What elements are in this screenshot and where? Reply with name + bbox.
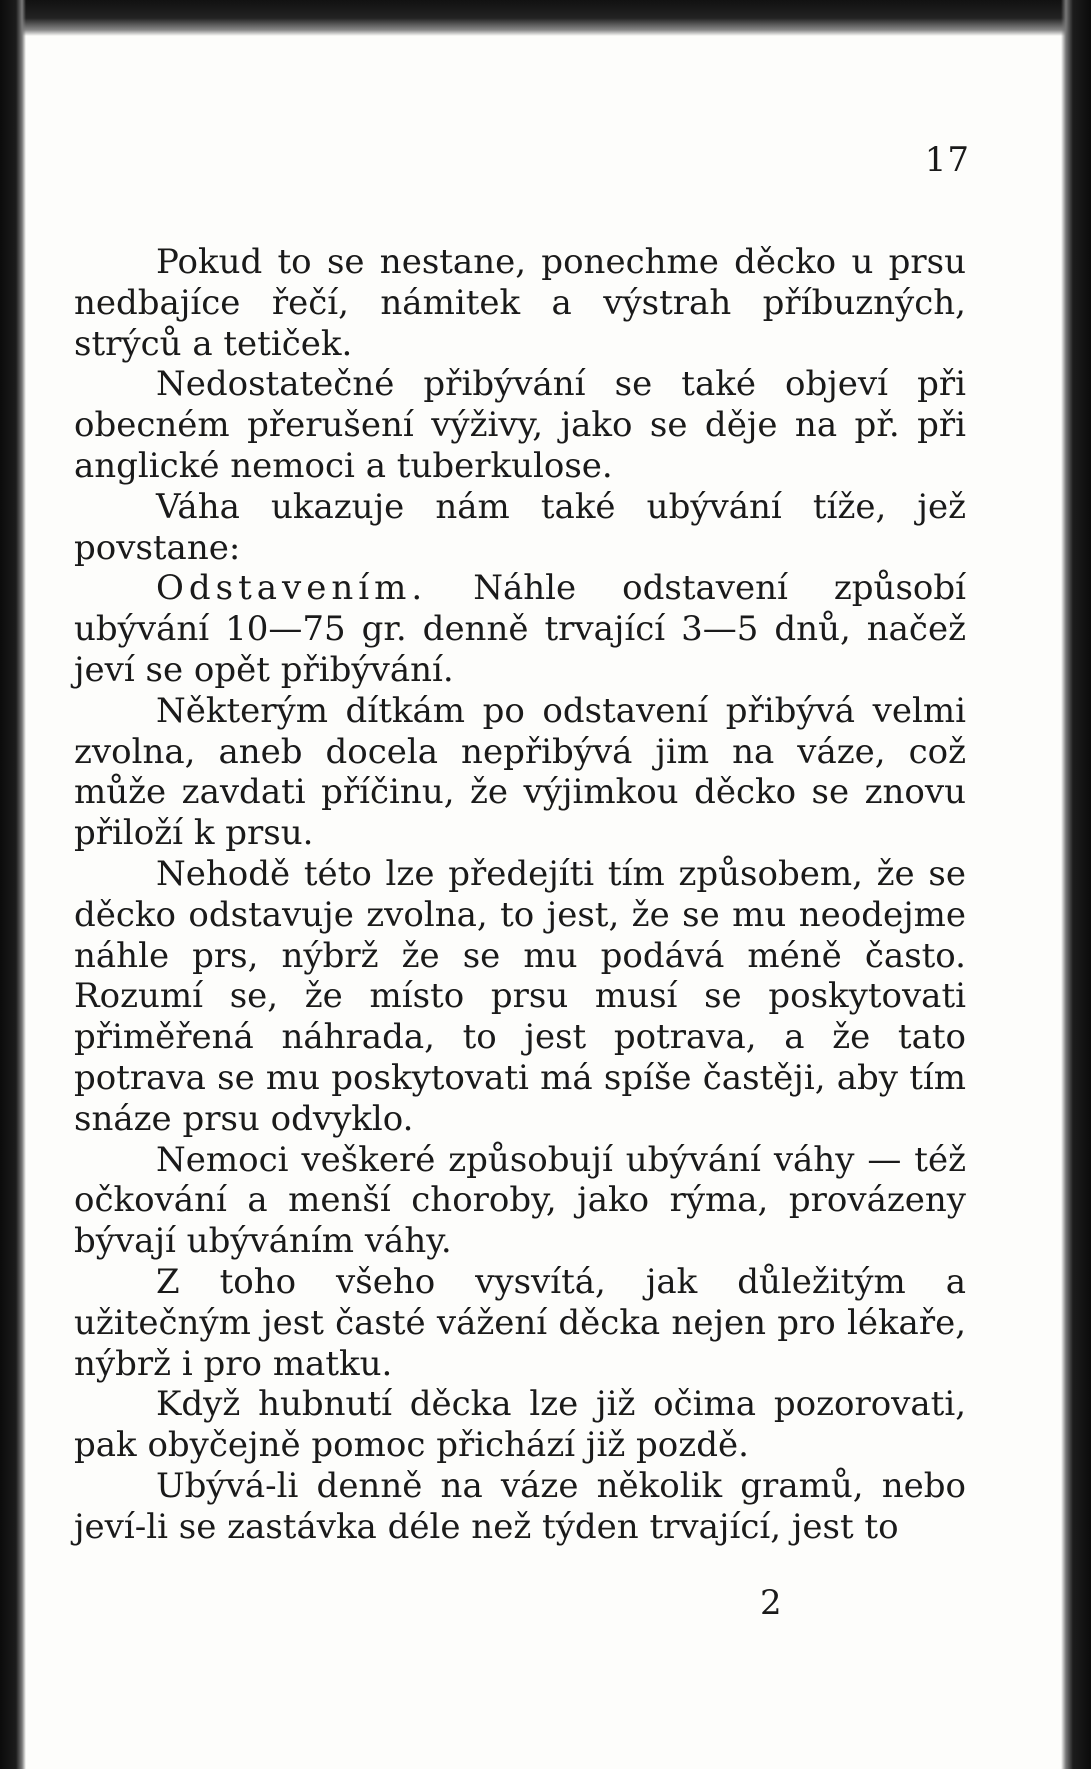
paragraph <box>74 568 966 690</box>
paragraph: Nemoci veškeré způsobují ubývání váhy — též očkování a menší choroby, jako rýma, provázeny bývají ubýváním váhy. <box>74 1139 966 1262</box>
spaced-term: Odstavením. <box>156 568 428 609</box>
paragraph: Z toho všeho vysvítá, jak důležitým a užitečným jest časté vážení děcka nejen pro lékaře, nýbrž i pro matku. <box>74 1261 966 1384</box>
paragraph: Ubývá-li denně na váze několik gramů, nebo jeví-li se zastávka déle než týden trvající, jest to <box>74 1465 966 1547</box>
paragraph-text: Náhle odstavení způsobí ubývání 10—75 gr. denně trvající 3—5 dnů, načež jeví se opět přibývání. <box>74 568 966 690</box>
paragraph: Nehodě této lze předejíti tím způsobem, že se děcko odstavuje zvolna, to jest, že se mu neodejme náhle prs, nýbrž že se mu podává méně často. Rozumí se, že místo prsu musí se poskytovati přiměřená náhrada, to jest potrava, a že tato potrava se mu poskytovati má spíše častěji, aby tím snáze prsu odvyklo. <box>74 853 966 1139</box>
body-text <box>74 242 966 1548</box>
paragraph: Některým dítkám po odstavení přibývá velmi zvolna, aneb docela nepřibývá jim na váze, což může zavdati příčinu, že výjimkou děcko se znovu přiloží k prsu. <box>74 690 966 854</box>
scan-edge-left <box>0 0 26 1769</box>
paragraph: Pokud to se nestane, ponechme děcko u prsu nedbajíce řečí, námitek a výstrah příbuzných, strýců a tetiček. <box>74 242 966 364</box>
scan-edge-top <box>0 0 1091 36</box>
paragraph: Když hubnutí děcka lze již očima pozorovati, pak obyčejně pomoc přichází již pozdě. <box>74 1384 966 1466</box>
paragraph: Nedostatečné přibývání se také objeví při obecném přerušení výživy, jako se děje na př. při anglické nemoci a tuberkulose. <box>74 364 966 486</box>
page-number: 17 <box>924 140 970 180</box>
scan-edge-right <box>1061 0 1091 1769</box>
paragraph: Váha ukazuje nám také ubývání tíže, jež povstane: <box>74 486 966 568</box>
signature-mark: 2 <box>760 1583 782 1623</box>
